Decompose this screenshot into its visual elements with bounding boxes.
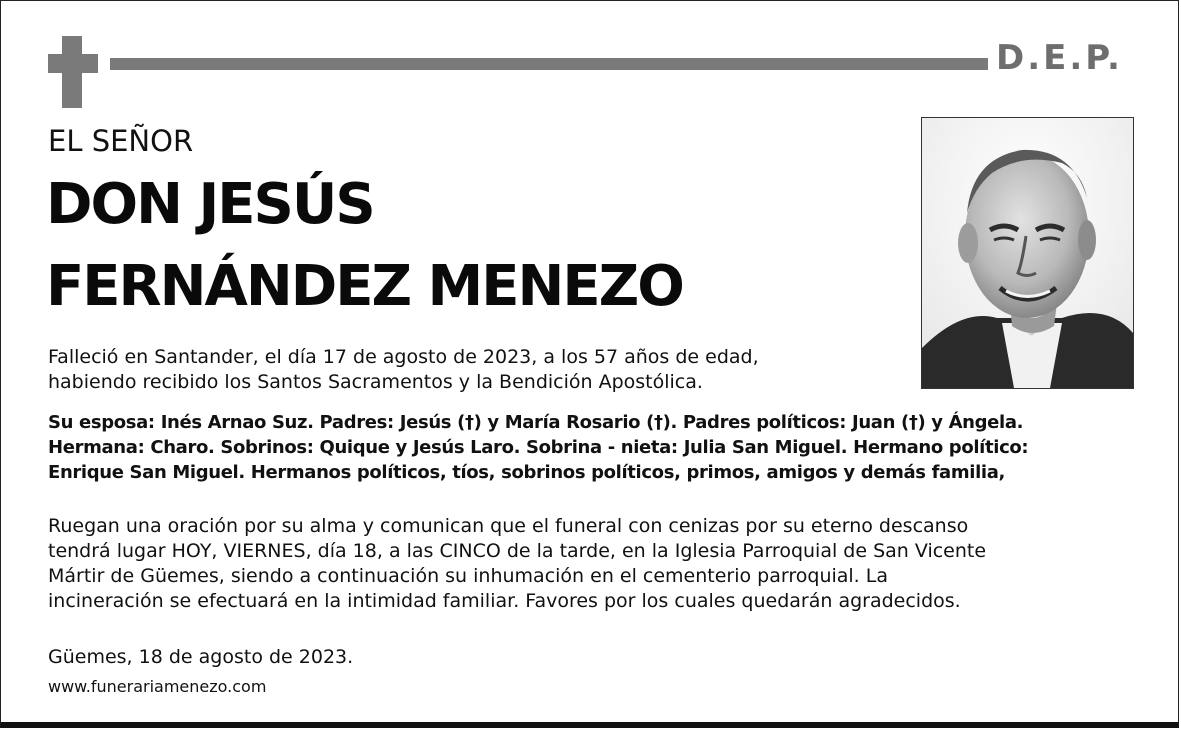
funeral-line: tendrá lugar HOY, VIERNES, día 18, a las CINCO de la tarde, en la Iglesia Parroquial de San Vicente	[48, 540, 987, 562]
family-paragraph	[48, 410, 1148, 485]
header-rule	[110, 58, 988, 70]
funeral-line: Ruegan una oración por su alma y comunican que el funeral con cenizas por su eterno descanso	[48, 515, 969, 537]
funeral-line: Mártir de Güemes, siendo a continuación su inhumación en el cementerio parroquial. La	[48, 565, 888, 587]
family-line: Hermana: Charo. Sobrinos: Quique y Jesús Laro. Sobrina - nieta: Julia San Miguel. Hermano político:	[48, 437, 1029, 458]
place-date: Güemes, 18 de agosto de 2023.	[48, 646, 354, 668]
funeral-line: incineración se efectuará en la intimidad familiar. Favores por los cuales quedarán agradecidos.	[48, 590, 961, 612]
funeral-paragraph	[48, 514, 1148, 614]
death-notice-line: habiendo recibido los Santos Sacramentos y la Bendición Apostólica.	[48, 371, 703, 393]
honorific: EL SEÑOR	[48, 124, 194, 158]
dep-abbreviation: D.E.P.	[996, 38, 1123, 78]
cross-horizontal-bar	[48, 54, 98, 73]
deceased-name-line-2: FERNÁNDEZ MENEZO	[46, 254, 683, 319]
deceased-name-line-1: DON JESÚS	[46, 172, 374, 237]
death-notice-line: Falleció en Santander, el día 17 de agosto de 2023, a los 57 años de edad,	[48, 346, 759, 368]
death-notice-paragraph	[48, 345, 908, 395]
website-link[interactable]: www.funerariamenezo.com	[48, 677, 267, 696]
family-line: Su esposa: Inés Arnao Suz. Padres: Jesús (†) y María Rosario (†). Padres políticos: Juan (†) y Ángela.	[48, 412, 1024, 433]
family-line: Enrique San Miguel. Hermanos políticos, tíos, sobrinos políticos, primos, amigos y demás familia,	[48, 462, 1006, 483]
portrait-photo	[921, 117, 1134, 389]
